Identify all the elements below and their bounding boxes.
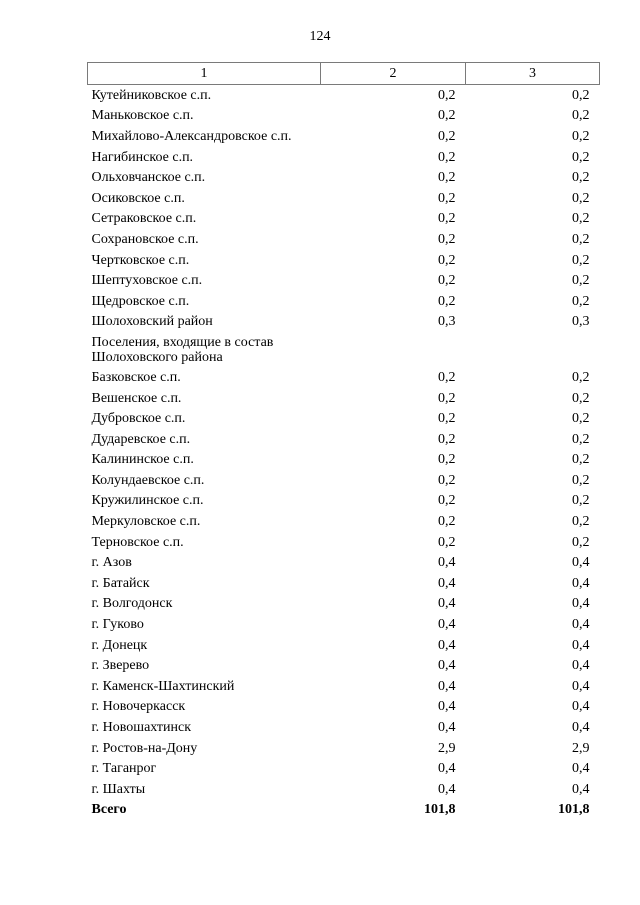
row-name-cell: г. Волгодонск [91, 596, 173, 612]
row-col3-cell: 0,2 [572, 369, 590, 385]
row-col2-cell: 0,2 [438, 252, 456, 268]
row-col2-cell: 0,2 [438, 514, 456, 530]
data-table [87, 62, 600, 820]
row-col2-cell: 0,2 [438, 293, 456, 309]
header-col-1: 1 [88, 63, 321, 85]
row-col3-cell: 0,2 [572, 390, 590, 406]
table-row [88, 717, 600, 738]
total-col2-cell: 101,8 [424, 802, 456, 818]
row-col2-cell: 0,3 [438, 314, 456, 330]
header-row [88, 63, 600, 85]
row-col2-cell: 0,2 [438, 534, 456, 550]
row-col3-cell: 0,4 [572, 720, 590, 736]
row-name-cell: Вешенское с.п. [91, 390, 182, 406]
row-col2-cell: 2,9 [438, 740, 456, 756]
table-row [88, 511, 600, 532]
row-col3-cell: 0,2 [572, 252, 590, 268]
table-row [88, 188, 600, 209]
row-col3-cell: 0,2 [572, 128, 590, 144]
row-name-cell: Чертковское с.п. [91, 252, 190, 268]
total-label: Всего [91, 802, 127, 818]
row-col3-cell: 0,4 [572, 596, 590, 612]
table-row [88, 85, 600, 106]
row-name-cell: Ольховчанское с.п. [91, 170, 206, 186]
row-col3-cell: 0,2 [572, 534, 590, 550]
row-name-cell: Дударевское с.п. [91, 431, 191, 447]
row-col2-cell: 0,4 [438, 575, 456, 591]
row-col2-cell: 0,2 [438, 170, 456, 186]
table-row [88, 573, 600, 594]
row-col3-cell: 2,9 [572, 740, 590, 756]
row-name-cell: Осиковское с.п. [91, 190, 185, 206]
row-col3-cell: 0,2 [572, 472, 590, 488]
row-col2-cell: 0,4 [438, 720, 456, 736]
row-col3-cell: 0,2 [572, 87, 590, 103]
table-row [88, 270, 600, 291]
table-row [88, 491, 600, 512]
row-name-cell: г. Новошахтинск [91, 720, 192, 736]
row-col3-cell: 0,4 [572, 575, 590, 591]
table-row [88, 470, 600, 491]
table-row [88, 388, 600, 409]
row-name-cell: г. Таганрог [91, 761, 157, 777]
table-body [88, 85, 600, 821]
row-name-cell: Колундаевское с.п. [91, 472, 205, 488]
row-name-cell: Калининское с.п. [91, 452, 194, 468]
row-col3-cell: 0,4 [572, 781, 590, 797]
total-row [88, 800, 600, 821]
table-row [88, 697, 600, 718]
table-row [88, 758, 600, 779]
row-col2-cell: 0,2 [438, 411, 456, 427]
row-col3-cell: 0,4 [572, 658, 590, 674]
row-col3-cell: 0,2 [572, 431, 590, 447]
row-name-cell: г. Зверево [91, 658, 150, 674]
row-col2-cell: 0,2 [438, 190, 456, 206]
table-row [88, 450, 600, 471]
row-col2-cell: 0,4 [438, 678, 456, 694]
row-col2-cell: 0,4 [438, 555, 456, 571]
row-col2-cell: 0,2 [438, 149, 456, 165]
row-col2-cell: 0,4 [438, 596, 456, 612]
row-col3-cell: 0,2 [572, 211, 590, 227]
table-row [88, 635, 600, 656]
table-row [88, 126, 600, 147]
row-col3-cell: 0,2 [572, 452, 590, 468]
row-name-cell: г. Каменск-Шахтинский [91, 678, 235, 694]
table-row [88, 676, 600, 697]
total-col3-cell: 101,8 [558, 802, 590, 818]
page-number: 124 [309, 29, 331, 44]
row-col3-cell: 0,2 [572, 108, 590, 124]
row-col2-cell: 0,4 [438, 781, 456, 797]
row-col3-cell: 0,2 [572, 149, 590, 165]
table-row [88, 738, 600, 759]
table-row [88, 367, 600, 388]
table-header [88, 63, 600, 85]
row-col3-cell: 0,4 [572, 761, 590, 777]
row-name-cell: Базковское с.п. [91, 369, 181, 385]
row-col2-cell: 0,2 [438, 452, 456, 468]
table-row [88, 147, 600, 168]
row-col2-cell: 0,2 [438, 369, 456, 385]
table-row [88, 312, 600, 333]
row-col2-cell: 0,2 [438, 87, 456, 103]
row-name-cell: г. Гуково [91, 617, 144, 633]
row-col3-cell: 0,4 [572, 555, 590, 571]
row-col2-cell: 0,2 [438, 390, 456, 406]
row-col2-cell: 0,2 [438, 273, 456, 289]
row-name-cell: г. Донецк [91, 637, 148, 653]
header-col-3: 3 [466, 63, 600, 85]
row-name-cell: г. Шахты [91, 781, 146, 797]
table-row [88, 229, 600, 250]
row-col2-cell: 0,4 [438, 699, 456, 715]
row-col2-cell: 0,2 [438, 211, 456, 227]
row-name-cell: г. Ростов-на-Дону [91, 740, 198, 756]
table-row [88, 167, 600, 188]
row-col3-cell: 0,2 [572, 273, 590, 289]
row-col2-cell: 0,2 [438, 472, 456, 488]
header-col-2: 2 [321, 63, 466, 85]
table-row [88, 209, 600, 230]
row-name-cell: Михайлово-Александровское с.п. [91, 128, 292, 144]
table-row [88, 250, 600, 271]
row-name-cell: Нагибинское с.п. [91, 149, 194, 165]
table-row [88, 594, 600, 615]
row-col3-cell: 0,3 [572, 314, 590, 330]
row-name-cell: Щедровское с.п. [91, 293, 190, 309]
row-name-cell: Терновское с.п. [91, 534, 184, 550]
table-row [88, 429, 600, 450]
table-row [88, 106, 600, 127]
table-row [88, 291, 600, 312]
row-name-cell: Кружилинское с.п. [91, 493, 204, 509]
row-name-cell: Шолоховский район [91, 314, 213, 330]
row-name-cell: Сетраковское с.п. [91, 211, 197, 227]
row-name-cell: Меркуловское с.п. [91, 514, 201, 530]
row-name-cell: Шептуховское с.п. [91, 273, 203, 289]
row-col2-cell: 0,4 [438, 637, 456, 653]
row-name-cell: г. Новочеркасск [91, 699, 186, 715]
table-row [88, 408, 600, 429]
row-col3-cell: 0,2 [572, 293, 590, 309]
row-col3-cell: 0,4 [572, 678, 590, 694]
row-col3-cell: 0,2 [572, 190, 590, 206]
table-row [88, 614, 600, 635]
row-name-cell: Поселения, входящие в состав Шолоховского района [91, 334, 274, 365]
row-col3-cell: 0,4 [572, 617, 590, 633]
row-col3-cell: 0,2 [572, 170, 590, 186]
table-row [88, 552, 600, 573]
row-name-cell: г. Азов [91, 555, 132, 571]
row-col3-cell: 0,4 [572, 637, 590, 653]
row-name-cell: г. Батайск [91, 575, 150, 591]
table-row [88, 655, 600, 676]
row-name-cell: Маньковское с.п. [91, 108, 194, 124]
table-row [88, 332, 600, 367]
row-col2-cell [321, 332, 466, 367]
table-row [88, 532, 600, 553]
row-col3-cell [466, 332, 600, 367]
row-col2-cell: 0,4 [438, 658, 456, 674]
row-col2-cell: 0,2 [438, 128, 456, 144]
row-name-cell: Кутейниковское с.п. [91, 87, 212, 103]
row-col2-cell: 0,2 [438, 431, 456, 447]
row-col2-cell: 0,2 [438, 231, 456, 247]
row-col3-cell: 0,2 [572, 514, 590, 530]
row-col2-cell: 0,2 [438, 108, 456, 124]
row-col3-cell: 0,2 [572, 493, 590, 509]
row-col2-cell: 0,4 [438, 617, 456, 633]
row-col3-cell: 0,2 [572, 231, 590, 247]
row-name-cell: Сохрановское с.п. [91, 231, 199, 247]
row-name-cell: Дубровское с.п. [91, 411, 186, 427]
table-row [88, 779, 600, 800]
row-col3-cell: 0,2 [572, 411, 590, 427]
row-col2-cell: 0,4 [438, 761, 456, 777]
row-col3-cell: 0,4 [572, 699, 590, 715]
row-col2-cell: 0,2 [438, 493, 456, 509]
